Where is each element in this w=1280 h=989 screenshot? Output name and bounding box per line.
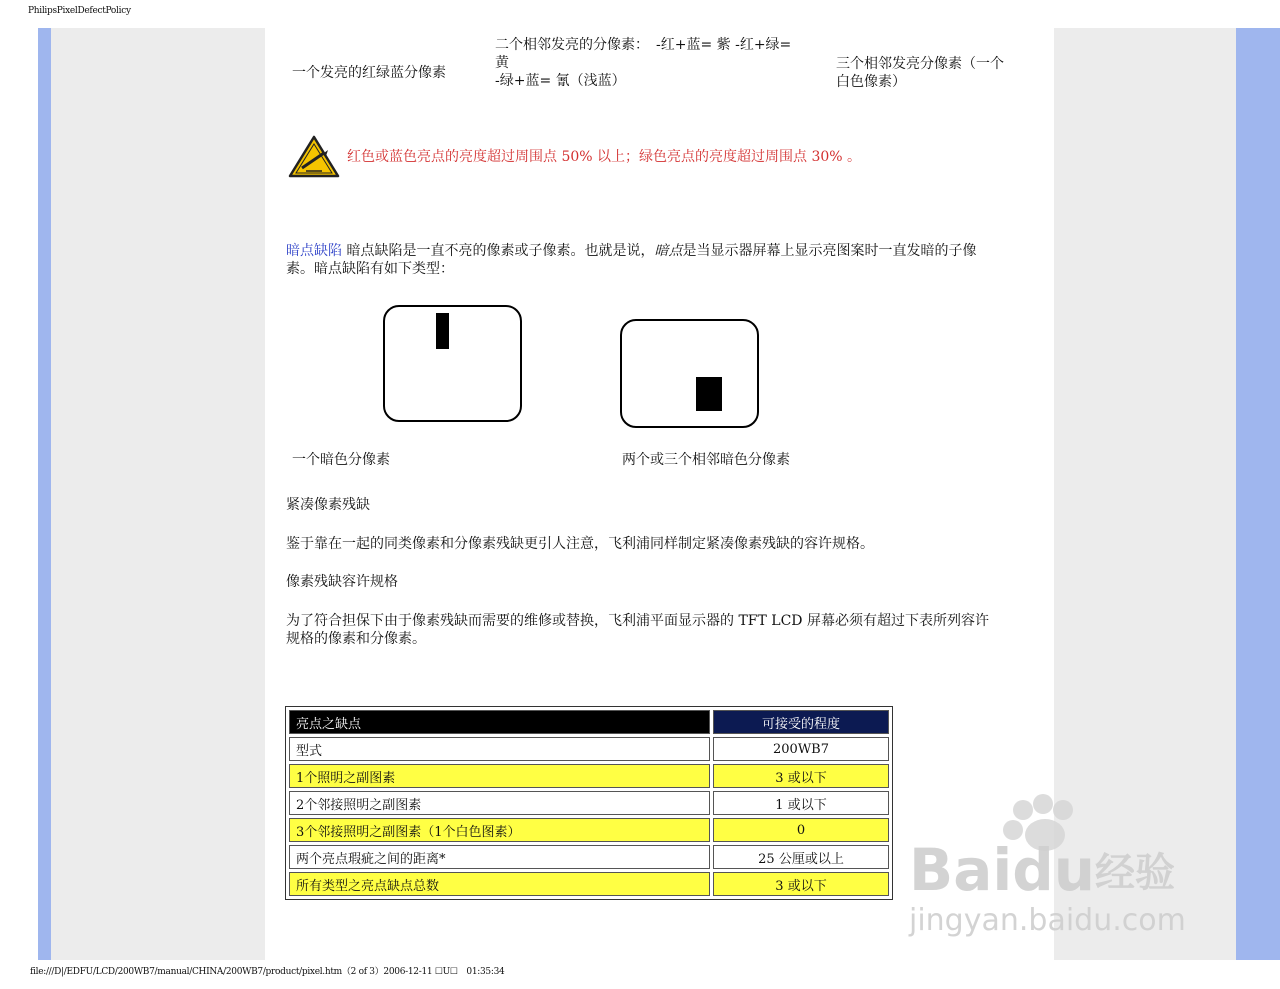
table-cell-label: 型式: [289, 737, 710, 761]
adjacent-dark-subpixel-illustration: [620, 319, 759, 428]
adjacent-dark-subpixel-mark: [696, 377, 722, 411]
proximity-text: 鉴于靠在一起的同类像素和分像素残缺更引人注意，飞利浦同样制定紧凑像素残缺的容许规格。: [286, 536, 874, 552]
dark-defect-paragraph-line1: [286, 242, 976, 260]
table-row: [289, 845, 889, 869]
single-dark-subpixel-illustration: [383, 305, 522, 422]
bright-type-one: 一个发亮的红绿蓝分像素: [292, 65, 446, 81]
table-row: [289, 818, 889, 842]
table-header-row: [289, 710, 889, 734]
table-header-label: 亮点之缺点: [289, 710, 710, 734]
table-cell-value: 1 或以下: [713, 791, 889, 815]
tolerance-title: 像素残缺容许规格: [286, 574, 398, 590]
page-header-title: PhilipsPixelDefectPolicy: [28, 6, 131, 16]
watermark-brand: Baidu: [909, 836, 1096, 904]
table-cell-value: 3 或以下: [713, 872, 889, 896]
left-side-bar: [38, 28, 51, 960]
dark-defect-link[interactable]: 暗点缺陷: [286, 243, 342, 259]
watermark-url: jingyan.baidu.com: [909, 903, 1186, 938]
bright-dot-tolerance-table: [285, 706, 893, 900]
table-cell-label: 3个邻接照明之副图素（1个白色图素）: [289, 818, 710, 842]
table-row: [289, 764, 889, 788]
dark-subpixel-mark: [436, 313, 449, 349]
table-cell-value: 3 或以下: [713, 764, 889, 788]
right-side-bar: [1236, 28, 1280, 960]
table-cell-value: 25 公厘或以上: [713, 845, 889, 869]
table-header-value: 可接受的程度: [713, 710, 889, 734]
bright-type-three-line2: 白色像素）: [836, 74, 906, 90]
dark-defect-text-a: 暗点缺陷是一直不亮的像素或子像素。也就是说，: [346, 243, 655, 259]
table-cell-value: 0: [713, 818, 889, 842]
table-cell-label: 两个亮点瑕疵之间的距离*: [289, 845, 710, 869]
caption-two-dark: 两个或三个相邻暗色分像素: [622, 452, 790, 468]
bright-type-two-line2: 黄: [495, 55, 509, 71]
watermark-brand-cn: 经验: [1095, 850, 1175, 896]
caption-one-dark: 一个暗色分像素: [292, 452, 390, 468]
table-cell-label: 1个照明之副图素: [289, 764, 710, 788]
tolerance-text-line1: 为了符合担保下由于像素残缺而需要的维修或替换，飞利浦平面显示器的 TFT LCD 屏幕必须有超过下表所列容许: [286, 613, 989, 629]
table-row: [289, 737, 889, 761]
baidu-watermark: [905, 790, 1235, 944]
warning-text: 红色或蓝色亮点的亮度超过周围点 50% 以上；绿色亮点的亮度超过周围点 30% 。: [347, 149, 862, 165]
bright-type-two-line1: 二个相邻发亮的分像素： -红+蓝= 紫 -红+绿=: [495, 37, 792, 53]
table-cell-value: 200WB7: [713, 737, 889, 761]
proximity-title: 紧凑像素残缺: [286, 497, 370, 513]
left-side-panel: [51, 28, 265, 960]
table-cell-label: 所有类型之亮点缺点总数: [289, 872, 710, 896]
table-row: [289, 872, 889, 896]
dark-defect-text-b: 是当显示器屏幕上显示亮图案时一直发暗的子像: [682, 243, 977, 259]
bright-type-three-line1: 三个相邻发亮分像素（一个: [836, 56, 1004, 72]
dark-defect-italic: 暗点: [654, 243, 683, 259]
warning-icon: [288, 135, 340, 183]
table-row: [289, 791, 889, 815]
bright-type-two-line3: -绿+蓝= 氰（浅蓝）: [495, 73, 626, 89]
table-cell-label: 2个邻接照明之副图素: [289, 791, 710, 815]
page-footer-path: file:///D|/EDFU/LCD/200WB7/manual/CHINA/200WB7/product/pixel.htm（2 of 3）2006-12-11 ☐U☐ 01:35:34: [30, 967, 505, 977]
dark-defect-paragraph-line2: 素。暗点缺陷有如下类型：: [286, 261, 454, 277]
tolerance-text-line2: 规格的像素和分像素。: [286, 631, 426, 647]
